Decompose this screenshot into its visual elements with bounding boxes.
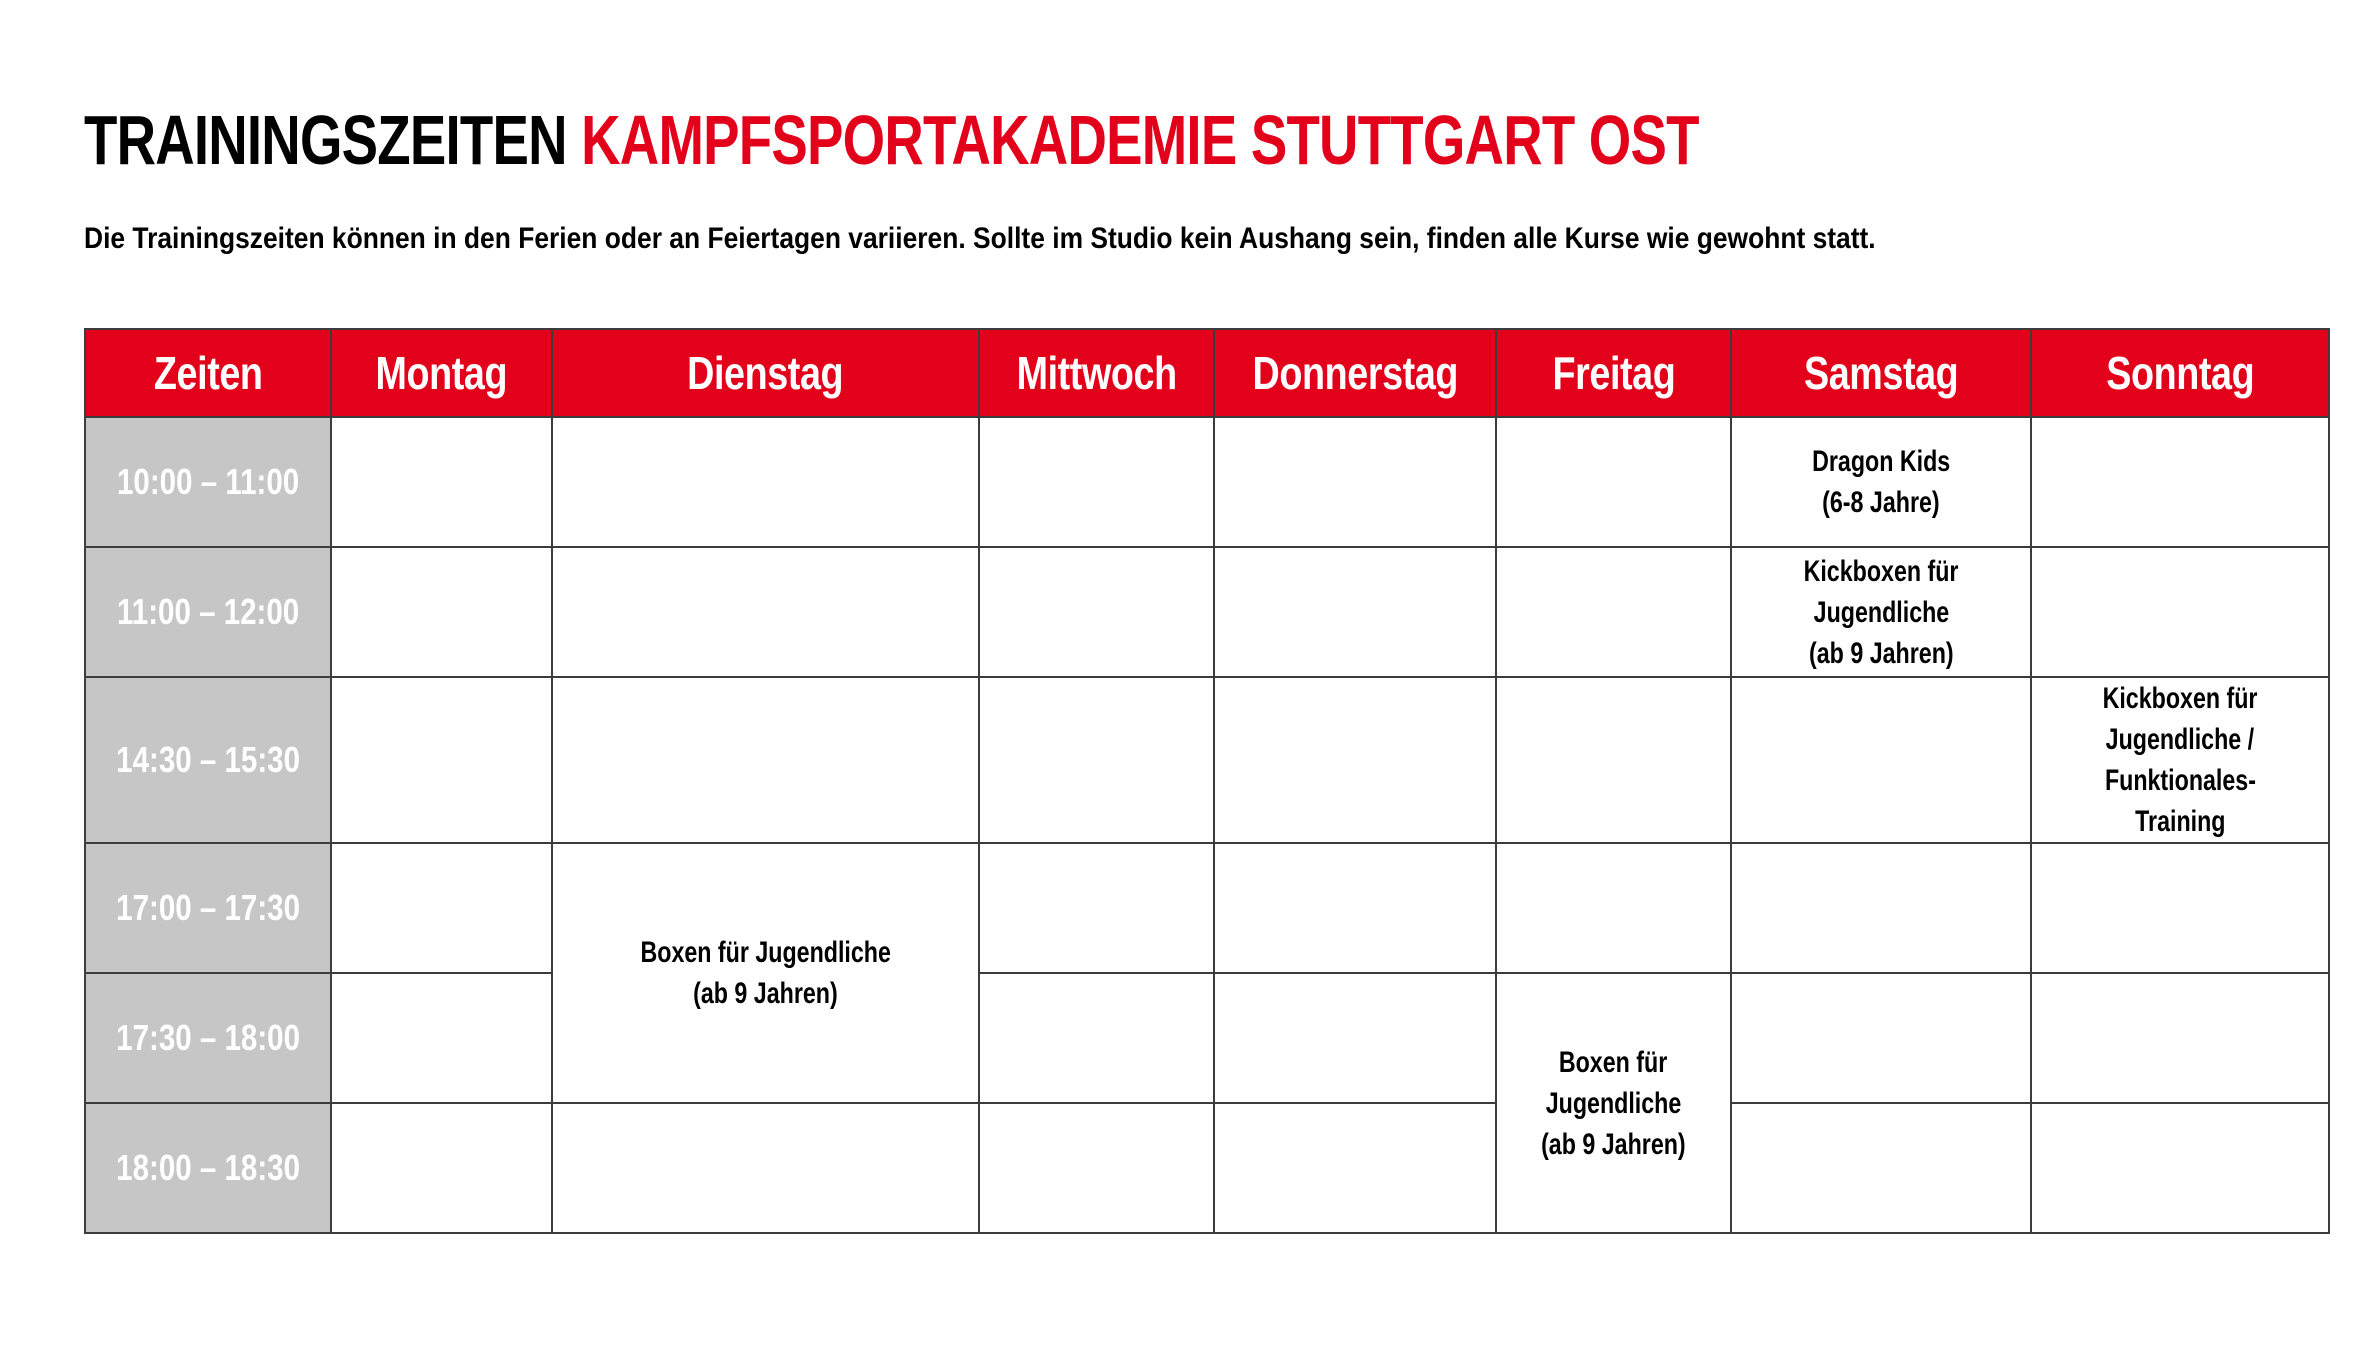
course-cell-kickboxen-jugendliche: Kickboxen für Jugendliche (ab 9 Jahren) xyxy=(1731,547,2031,677)
empty-cell xyxy=(979,973,1214,1103)
empty-cell xyxy=(552,547,979,677)
title-part-black: TRAININGSZEITEN xyxy=(84,101,567,179)
empty-cell xyxy=(2031,417,2329,547)
empty-cell xyxy=(2031,973,2329,1103)
header-row xyxy=(85,329,2329,417)
table-row xyxy=(85,843,2329,973)
header-montag: Montag xyxy=(331,329,552,417)
header-donnerstag: Donnerstag xyxy=(1214,329,1496,417)
empty-cell xyxy=(2031,1103,2329,1233)
empty-cell xyxy=(1496,843,1731,973)
header-sonntag: Sonntag xyxy=(2031,329,2329,417)
empty-cell xyxy=(331,843,552,973)
empty-cell xyxy=(1214,677,1496,843)
course-cell-boxen-freitag: Boxen für Jugendliche (ab 9 Jahren) xyxy=(1496,973,1731,1233)
empty-cell xyxy=(331,1103,552,1233)
empty-cell xyxy=(2031,843,2329,973)
table-row xyxy=(85,677,2329,843)
empty-cell xyxy=(979,843,1214,973)
empty-cell xyxy=(2031,547,2329,677)
empty-cell xyxy=(1214,417,1496,547)
course-cell-dragon-kids: Dragon Kids (6-8 Jahre) xyxy=(1731,417,2031,547)
header-mittwoch: Mittwoch xyxy=(979,329,1214,417)
empty-cell xyxy=(1496,547,1731,677)
empty-cell xyxy=(552,677,979,843)
empty-cell xyxy=(331,677,552,843)
empty-cell xyxy=(1214,973,1496,1103)
course-cell-boxen-dienstag: Boxen für Jugendliche (ab 9 Jahren) xyxy=(552,843,979,1103)
time-cell: 14:30 – 15:30 xyxy=(85,677,331,843)
empty-cell xyxy=(1496,417,1731,547)
header-dienstag: Dienstag xyxy=(552,329,979,417)
schedule-table xyxy=(84,328,2330,1234)
empty-cell xyxy=(979,1103,1214,1233)
page-title xyxy=(84,98,1699,182)
empty-cell xyxy=(1731,677,2031,843)
page-subtitle: Die Trainingszeiten können in den Ferien oder an Feiertagen variieren. Sollte im Studio kein Aushang sein, finden alle Kurse wie gewohnt statt. xyxy=(84,222,1876,255)
empty-cell xyxy=(979,417,1214,547)
header-samstag: Samstag xyxy=(1731,329,2031,417)
title-part-red: KAMPFSPORTAKADEMIE STUTTGART OST xyxy=(581,101,1699,179)
table-row xyxy=(85,1103,2329,1233)
empty-cell xyxy=(979,547,1214,677)
header-zeiten: Zeiten xyxy=(85,329,331,417)
course-cell-kickboxen-funktionales-training: Kickboxen für Jugendliche / Funktionales- Training xyxy=(2031,677,2329,843)
time-cell: 17:30 – 18:00 xyxy=(85,973,331,1103)
table-row xyxy=(85,547,2329,677)
empty-cell xyxy=(1214,547,1496,677)
empty-cell xyxy=(1731,973,2031,1103)
table-row xyxy=(85,417,2329,547)
empty-cell xyxy=(1214,1103,1496,1233)
table-row xyxy=(85,973,2329,1103)
time-cell: 11:00 – 12:00 xyxy=(85,547,331,677)
empty-cell xyxy=(552,417,979,547)
empty-cell xyxy=(979,677,1214,843)
header-freitag: Freitag xyxy=(1496,329,1731,417)
time-cell: 10:00 – 11:00 xyxy=(85,417,331,547)
empty-cell xyxy=(331,417,552,547)
time-cell: 17:00 – 17:30 xyxy=(85,843,331,973)
empty-cell xyxy=(1731,843,2031,973)
time-cell: 18:00 – 18:30 xyxy=(85,1103,331,1233)
empty-cell xyxy=(1731,1103,2031,1233)
empty-cell xyxy=(1214,843,1496,973)
empty-cell xyxy=(331,973,552,1103)
empty-cell xyxy=(552,1103,979,1233)
empty-cell xyxy=(1496,677,1731,843)
empty-cell xyxy=(331,547,552,677)
